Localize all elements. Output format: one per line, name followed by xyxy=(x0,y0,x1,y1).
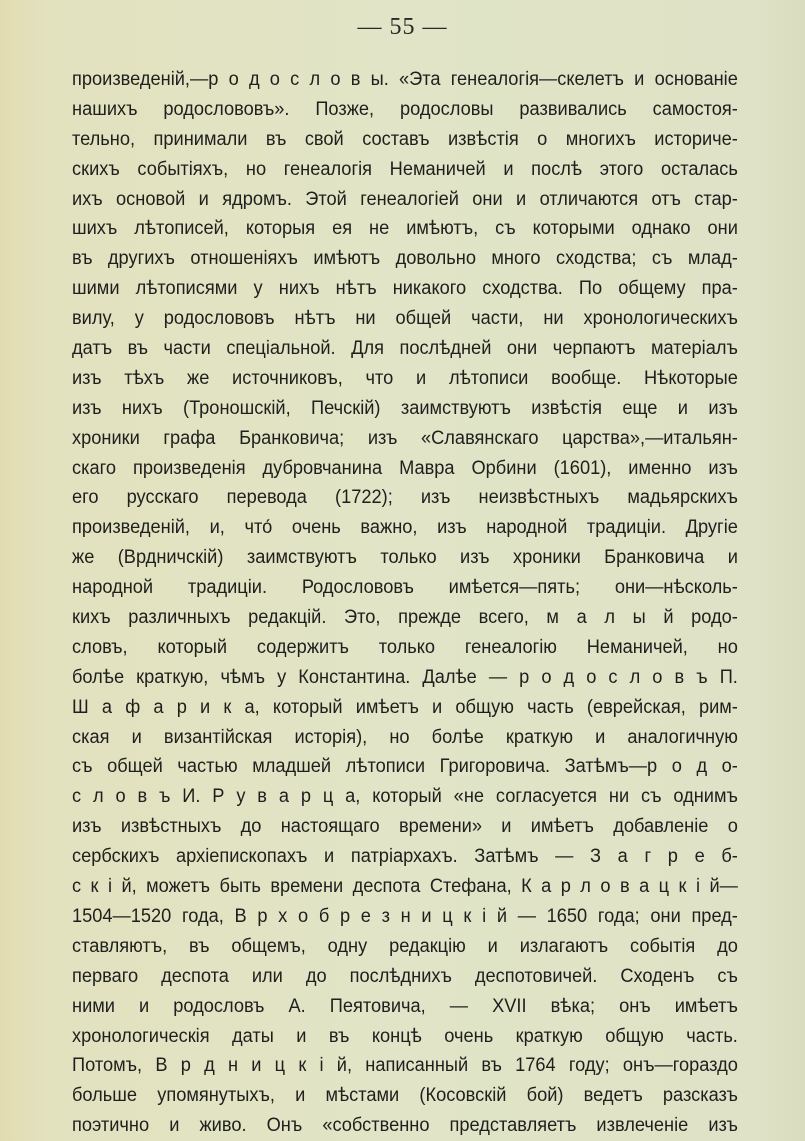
text-line: шими лѣтописями у нихъ нѣтъ никакого сходства. По общему пра- xyxy=(72,277,738,300)
text-line: шихъ лѣтописей, которыя ея не имѣютъ, съ которыми однако они xyxy=(72,217,738,240)
text-line: изъ извѣстныхъ до настоящаго времени» и имѣетъ добавленіе о xyxy=(72,815,738,838)
text-line: народной традиціи. Родослововъ имѣется—пять; они—нѣсколь- xyxy=(72,576,738,599)
text-line: ихъ основой и ядромъ. Этой генеалогіей они и отличаются отъ стар- xyxy=(72,187,738,210)
text-line: датъ въ части спеціальной. Для послѣдней они черпаютъ матеріалъ xyxy=(72,337,738,360)
text-line: перваго деспота или до послѣднихъ деспотовичей. Сходенъ съ xyxy=(72,964,738,987)
text-line: 1504—1520 года, В р х о б р е з н и ц к і й — 1650 года; они пред- xyxy=(72,904,738,927)
text-line: нашихъ родослововъ». Позже, родословы развивались самостоя- xyxy=(72,97,738,120)
text-line: изъ тѣхъ же источниковъ, что и лѣтописи вообще. Нѣкоторые xyxy=(72,366,738,389)
text-line: его русскаго перевода (1722); изъ неизвѣстныхъ мадьярскихъ xyxy=(72,486,738,509)
text-line: болѣе краткую, чѣмъ у Константина. Далѣе — р о д о с л о в ъ П. xyxy=(72,665,738,688)
text-line: скаго произведенія дубровчанина Мавра Орбини (1601), именно изъ xyxy=(72,456,738,479)
text-line: с л о в ъ И. Р у в а р ц а, который «не согласуется ни съ однимъ xyxy=(72,785,738,808)
text-line: хроники графа Бранковича; изъ «Славянскаго царства»,—итальян- xyxy=(72,426,738,449)
page-number: — 55 — xyxy=(357,14,448,40)
text-line: кихъ различныхъ редакцій. Это, прежде всего, м а л ы й родо- xyxy=(72,606,738,629)
text-line: тельно, принимали въ свой составъ извѣстія о многихъ историче- xyxy=(72,127,738,150)
text-line: въ другихъ отношеніяхъ имѣютъ довольно много сходства; съ млад- xyxy=(72,247,738,270)
text-line: же (Врдничскій) заимствуютъ только изъ хроники Бранковича и xyxy=(72,546,738,569)
text-line: словъ, который содержитъ только генеалогію Неманичей, но xyxy=(72,635,738,658)
text-line: произведеній, и, что́ очень важно, изъ народной традиціи. Другіе xyxy=(72,516,738,539)
text-line: ская и византійская исторія), но болѣе краткую и аналогичную xyxy=(72,725,738,748)
text-line: больше упомянутыхъ, и мѣстами (Косовскій бой) ведетъ разсказъ xyxy=(72,1084,738,1107)
text-line: произведеній,—р о д о с л о в ы. «Эта генеалогія—скелетъ и основаніе xyxy=(72,68,738,90)
text-line: ними и родословъ А. Пеятовича, — XVII вѣка; онъ имѣетъ xyxy=(72,994,738,1017)
text-line: поэтично и живо. Онъ «собственно представляетъ извлеченіе изъ xyxy=(72,1114,738,1137)
text-line: с к і й, можетъ быть времени деспота Стефана, К а р л о в а ц к і й— xyxy=(72,875,738,898)
body-text xyxy=(72,65,738,1141)
text-line: сербскихъ архіепископахъ и патріархахъ. Затѣмъ — З а г р е б- xyxy=(72,845,738,868)
text-line: хронологическія даты и въ концѣ очень краткую общую часть. xyxy=(72,1024,738,1047)
text-line: изъ нихъ (Троношскій, Печскій) заимствуютъ извѣстія еще и изъ xyxy=(72,396,738,419)
text-line: скихъ событіяхъ, но генеалогія Неманичей и послѣ этого осталась xyxy=(72,157,738,180)
text-line: Ш а ф а р и к а, который имѣетъ и общую часть (еврейская, рим- xyxy=(72,695,738,718)
text-line: съ общей частью младшей лѣтописи Григоровича. Затѣмъ—р о д о- xyxy=(72,755,738,778)
text-line: вилу, у родослововъ нѣтъ ни общей части, ни хронологическихъ xyxy=(72,307,738,330)
text-line: Потомъ, В р д н и ц к і й, написанный въ 1764 году; онъ—гораздо xyxy=(72,1054,738,1077)
text-line: ставляютъ, въ общемъ, одну редакцію и излагаютъ событія до xyxy=(72,934,738,957)
